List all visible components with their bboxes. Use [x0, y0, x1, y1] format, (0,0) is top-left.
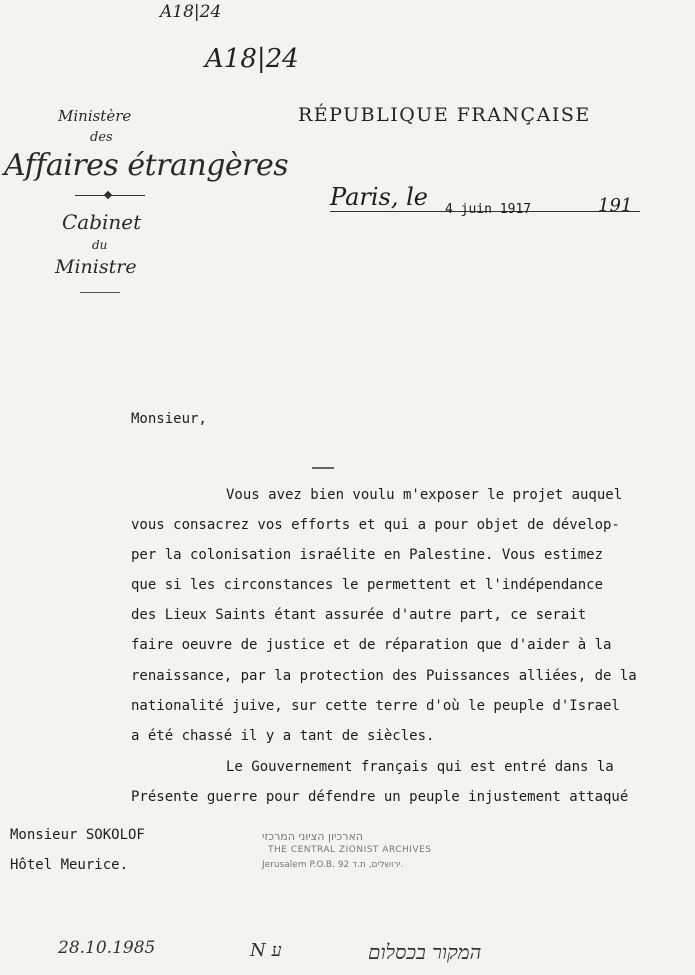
letterhead-cabinet: Cabinet: [62, 210, 142, 234]
body-line: nationalité juive, sur cette terre d'où le peuple d'Israel: [131, 698, 620, 714]
body-line: faire oeuvre de justice et de réparation que d'aider à la: [131, 637, 612, 653]
body-line: per la colonisation israélite en Palestine. Vous estimez: [131, 547, 604, 563]
footer-date: 28.10.1985: [58, 938, 156, 958]
body-line: Le Gouvernement français qui est entré dans la: [226, 759, 614, 775]
body-line: a été chassé il y a tant de siècles.: [131, 728, 435, 744]
archive-stamp: [262, 830, 467, 880]
date-typed: 4 juin 1917: [445, 202, 532, 217]
letterhead-ministere: Ministère: [58, 107, 132, 125]
date-year-prefix: 191: [598, 195, 633, 216]
archive-ref-large: A18|24: [205, 44, 299, 74]
date-line: [330, 183, 428, 211]
archive-ref-small: A18|24: [160, 2, 222, 22]
body-line: Présente guerre pour défendre un peuple injustement attaqué: [131, 789, 629, 805]
footer-mark: N ע: [250, 940, 282, 961]
republic-heading: RÉPUBLIQUE FRANÇAISE: [298, 104, 591, 126]
letterhead-des: des: [90, 130, 113, 145]
body-line: renaissance, par la protection des Puissances alliées, de la: [131, 668, 637, 684]
letterhead-rule: [80, 292, 120, 293]
salutation: Monsieur,: [131, 411, 207, 427]
separator-dash: [312, 467, 334, 469]
footer-hebrew-note: המקור בכסלום: [368, 940, 482, 964]
body-line: des Lieux Saints étant assurée d'autre part, ce serait: [131, 607, 587, 623]
letterhead-ministre: Ministre: [55, 256, 137, 278]
stamp-hebrew: הארכיון הציוני המרכזי: [262, 830, 363, 843]
letterhead-divider-ornament: [104, 191, 112, 199]
letterhead-du: du: [92, 238, 108, 252]
addressee-address: Hôtel Meurice.: [10, 857, 129, 873]
addressee-name: Monsieur SOKOLOF: [10, 827, 145, 843]
body-line: vous consacrez vos efforts et qui a pour objet de dévelop-: [131, 517, 620, 533]
stamp-location: Jerusalem P.O.B. 92 ירושלים, ת.ד.: [262, 860, 404, 870]
body-line: Vous avez bien voulu m'exposer le projet auquel: [226, 487, 623, 503]
body-line: que si les circonstances le permettent et l'indépendance: [131, 577, 604, 593]
date-city: Paris, le: [330, 183, 428, 211]
letterhead-affaires: Affaires étrangères: [4, 148, 289, 183]
stamp-english: THE CENTRAL ZIONIST ARCHIVES: [268, 845, 432, 855]
